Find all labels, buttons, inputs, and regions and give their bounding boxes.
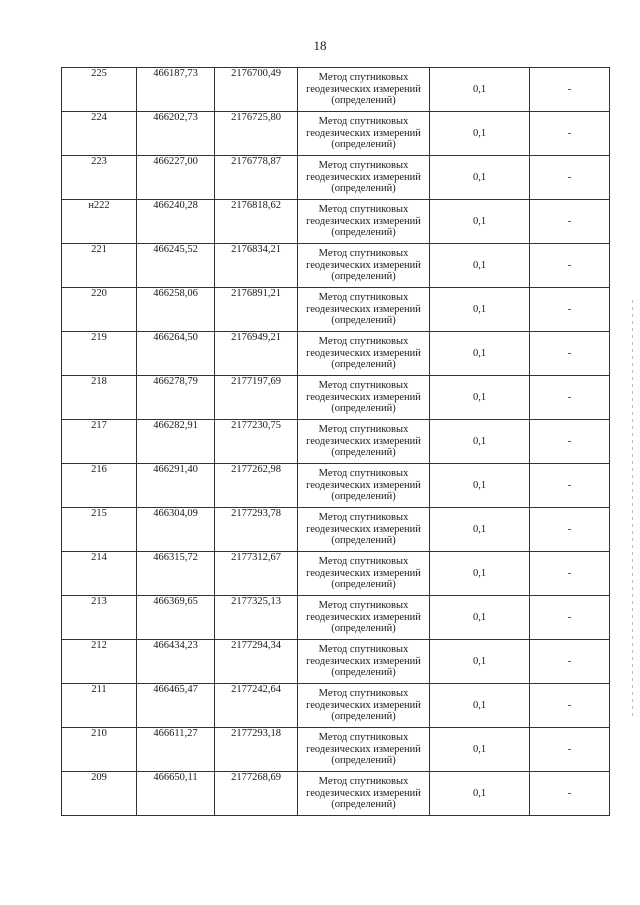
coordinates-table [61,67,610,816]
description-cell: - [530,464,610,508]
description-cell: - [530,420,610,464]
y-coordinate-cell: 2177268,69 [215,772,298,816]
point-number-cell: 214 [62,552,137,596]
point-number-cell: 211 [62,684,137,728]
page-number: 18 [313,38,327,53]
table-row [62,288,610,332]
description-cell: - [530,508,610,552]
table-row [62,68,610,112]
y-coordinate-cell: 2176700,49 [215,68,298,112]
accuracy-cell: 0,1 [430,772,530,816]
accuracy-cell: 0,1 [430,288,530,332]
table-row [62,684,610,728]
x-coordinate-cell: 466650,11 [137,772,215,816]
accuracy-cell: 0,1 [430,552,530,596]
description-cell: - [530,244,610,288]
point-number-cell: 209 [62,772,137,816]
x-coordinate-cell: 466315,72 [137,552,215,596]
accuracy-cell: 0,1 [430,508,530,552]
accuracy-cell: 0,1 [430,728,530,772]
point-number-cell: 217 [62,420,137,464]
x-coordinate-cell: 466465,47 [137,684,215,728]
table-row [62,508,610,552]
method-cell: Метод спутниковых геодезических измерений (определений) [298,640,430,684]
point-number-cell: 220 [62,288,137,332]
accuracy-cell: 0,1 [430,420,530,464]
scan-margin-artifact [632,300,633,720]
y-coordinate-cell: 2177242,64 [215,684,298,728]
y-coordinate-cell: 2176778,87 [215,156,298,200]
y-coordinate-cell: 2177293,78 [215,508,298,552]
table-row [62,420,610,464]
x-coordinate-cell: 466291,40 [137,464,215,508]
method-cell: Метод спутниковых геодезических измерений (определений) [298,420,430,464]
description-cell: - [530,332,610,376]
x-coordinate-cell: 466282,91 [137,420,215,464]
accuracy-cell: 0,1 [430,464,530,508]
description-cell: - [530,728,610,772]
method-cell: Метод спутниковых геодезических измерений (определений) [298,244,430,288]
point-number-cell: 212 [62,640,137,684]
accuracy-cell: 0,1 [430,112,530,156]
method-cell: Метод спутниковых геодезических измерений (определений) [298,552,430,596]
method-cell: Метод спутниковых геодезических измерений (определений) [298,288,430,332]
x-coordinate-cell: 466227,00 [137,156,215,200]
description-cell: - [530,68,610,112]
method-cell: Метод спутниковых геодезических измерений (определений) [298,200,430,244]
method-cell: Метод спутниковых геодезических измерений (определений) [298,156,430,200]
description-cell: - [530,596,610,640]
accuracy-cell: 0,1 [430,640,530,684]
table-row [62,464,610,508]
x-coordinate-cell: 466240,28 [137,200,215,244]
x-coordinate-cell: 466258,06 [137,288,215,332]
y-coordinate-cell: 2177197,69 [215,376,298,420]
point-number-cell: 224 [62,112,137,156]
y-coordinate-cell: 2176834,21 [215,244,298,288]
method-cell: Метод спутниковых геодезических измерений (определений) [298,684,430,728]
point-number-cell: 210 [62,728,137,772]
table-row [62,640,610,684]
description-cell: - [530,156,610,200]
method-cell: Метод спутниковых геодезических измерений (определений) [298,464,430,508]
x-coordinate-cell: 466304,09 [137,508,215,552]
description-cell: - [530,552,610,596]
description-cell: - [530,640,610,684]
x-coordinate-cell: 466202,73 [137,112,215,156]
table-row [62,332,610,376]
accuracy-cell: 0,1 [430,684,530,728]
y-coordinate-cell: 2177230,75 [215,420,298,464]
y-coordinate-cell: 2176725,80 [215,112,298,156]
method-cell: Метод спутниковых геодезических измерений (определений) [298,596,430,640]
description-cell: - [530,376,610,420]
y-coordinate-cell: 2176949,21 [215,332,298,376]
accuracy-cell: 0,1 [430,596,530,640]
x-coordinate-cell: 466369,65 [137,596,215,640]
table-row [62,772,610,816]
method-cell: Метод спутниковых геодезических измерений (определений) [298,772,430,816]
y-coordinate-cell: 2176891,21 [215,288,298,332]
y-coordinate-cell: 2177293,18 [215,728,298,772]
x-coordinate-cell: 466187,73 [137,68,215,112]
point-number-cell: 219 [62,332,137,376]
method-cell: Метод спутниковых геодезических измерений (определений) [298,332,430,376]
y-coordinate-cell: 2176818,62 [215,200,298,244]
point-number-cell: 221 [62,244,137,288]
method-cell: Метод спутниковых геодезических измерений (определений) [298,376,430,420]
y-coordinate-cell: 2177312,67 [215,552,298,596]
table-row [62,376,610,420]
accuracy-cell: 0,1 [430,376,530,420]
point-number-cell: 218 [62,376,137,420]
x-coordinate-cell: 466245,52 [137,244,215,288]
description-cell: - [530,112,610,156]
table-row [62,244,610,288]
x-coordinate-cell: 466278,79 [137,376,215,420]
method-cell: Метод спутниковых геодезических измерений (определений) [298,728,430,772]
description-cell: - [530,772,610,816]
description-cell: - [530,200,610,244]
point-number-cell: 216 [62,464,137,508]
accuracy-cell: 0,1 [430,332,530,376]
accuracy-cell: 0,1 [430,68,530,112]
description-cell: - [530,684,610,728]
accuracy-cell: 0,1 [430,156,530,200]
coordinates-table-body [62,68,610,816]
table-row [62,596,610,640]
point-number-cell: н222 [62,200,137,244]
method-cell: Метод спутниковых геодезических измерений (определений) [298,508,430,552]
x-coordinate-cell: 466264,50 [137,332,215,376]
method-cell: Метод спутниковых геодезических измерений (определений) [298,112,430,156]
x-coordinate-cell: 466434,23 [137,640,215,684]
point-number-cell: 215 [62,508,137,552]
method-cell: Метод спутниковых геодезических измерений (определений) [298,68,430,112]
point-number-cell: 213 [62,596,137,640]
y-coordinate-cell: 2177294,34 [215,640,298,684]
table-row [62,156,610,200]
accuracy-cell: 0,1 [430,244,530,288]
table-row [62,112,610,156]
y-coordinate-cell: 2177262,98 [215,464,298,508]
accuracy-cell: 0,1 [430,200,530,244]
point-number-cell: 225 [62,68,137,112]
table-row [62,728,610,772]
y-coordinate-cell: 2177325,13 [215,596,298,640]
description-cell: - [530,288,610,332]
point-number-cell: 223 [62,156,137,200]
x-coordinate-cell: 466611,27 [137,728,215,772]
table-row [62,552,610,596]
table-row [62,200,610,244]
